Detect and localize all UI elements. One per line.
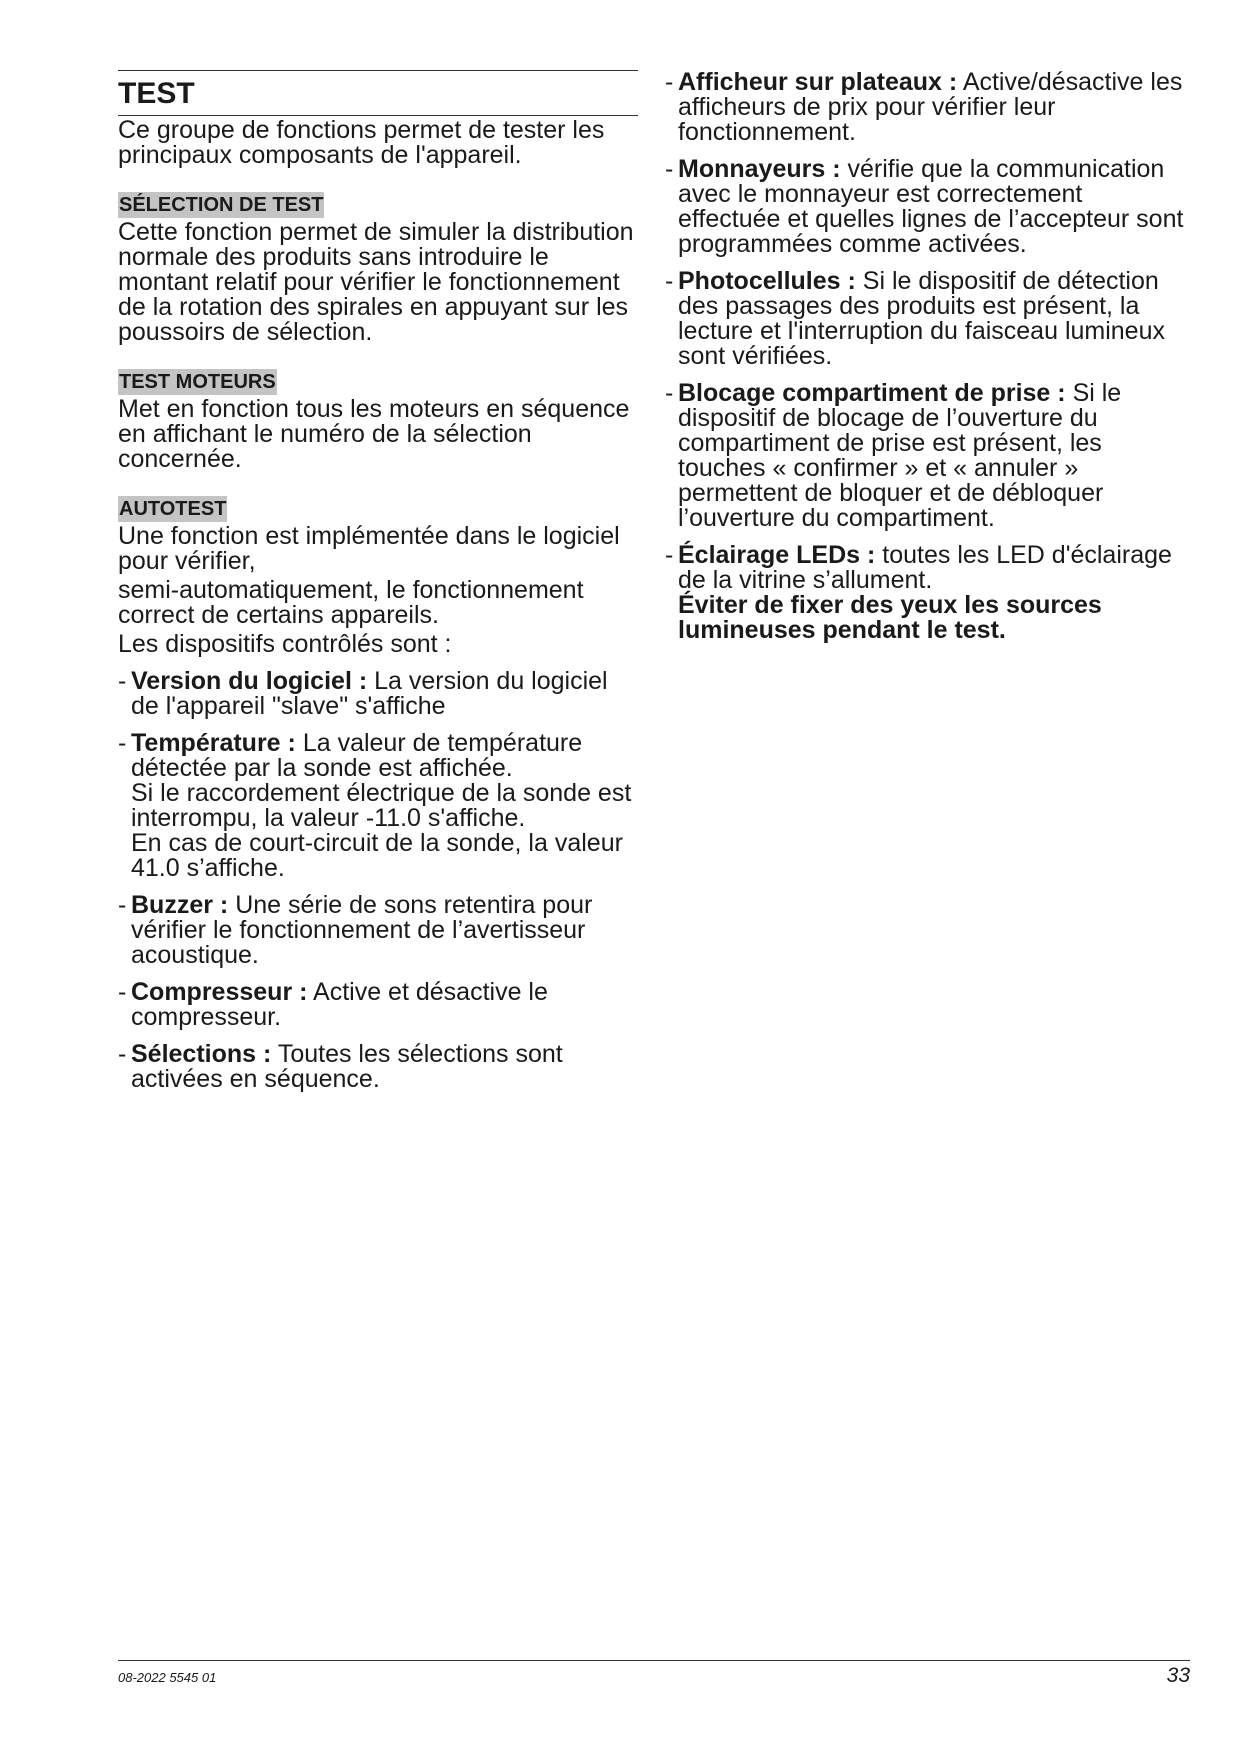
list-item-buzzer xyxy=(118,893,638,968)
warning-text: Éviter de fixer des yeux les sources lumineuses pendant le test. xyxy=(678,591,1102,644)
list-item-eclairage xyxy=(665,543,1190,643)
list-item-photocellules xyxy=(665,269,1190,369)
page-number: 33 xyxy=(1166,1664,1190,1687)
item-term: Température : xyxy=(131,729,296,757)
list-item-version-logiciel xyxy=(118,669,638,719)
item-term: Monnayeurs : xyxy=(678,155,841,183)
item-extra: En cas de court-circuit de la sonde, la valeur 41.0 s’affiche. xyxy=(131,829,623,882)
item-term: Buzzer : xyxy=(131,891,229,919)
bullet-dash: - xyxy=(118,667,127,695)
subheading-test-moteurs: TEST MOTEURS xyxy=(119,371,276,393)
item-desc: Si le dispositif de détection des passages des produits est présent, la lecture et l'interruption du faisceau lumineux sont vérifiées. xyxy=(678,267,1165,370)
bullet-dash: - xyxy=(665,155,674,183)
bullet-dash: - xyxy=(118,978,127,1006)
item-desc: Si le dispositif de blocage de l’ouverture du compartiment de prise est présent, les touches « confirmer » et « annuler » permettent de bloquer et de débloquer l’ouverture du compartiment. xyxy=(678,379,1122,532)
list-item-temperature xyxy=(118,731,638,881)
autotest-text-3: Les dispositifs contrôlés sont : xyxy=(118,630,452,658)
list-item-monnayeurs xyxy=(665,157,1190,257)
document-code: 08-2022 5545 01 xyxy=(118,1670,217,1685)
item-extra: Si le raccordement électrique de la sonde est interrompu, la valeur -11.0 s'affiche. xyxy=(131,779,632,832)
subheading-selection-test: SÉLECTION DE TEST xyxy=(119,194,324,216)
item-desc: vérifie que la communication avec le monnayeur est correctement effectuée et quelles lignes de l’accepteur sont programmées comme activées. xyxy=(678,155,1184,258)
autotest-text-2: semi-automatiquement, le fonctionnement correct de certains appareils. xyxy=(118,576,584,629)
item-term: Afficheur sur plateaux : xyxy=(678,68,958,96)
footer-rule xyxy=(118,1660,1190,1661)
item-desc: Active et désactive le compresseur. xyxy=(131,978,548,1031)
list-item-blocage xyxy=(665,381,1190,531)
item-term: Éclairage LEDs : xyxy=(678,541,876,569)
subheading-autotest: AUTOTEST xyxy=(119,498,227,520)
item-desc: La valeur de température détectée par la sonde est affichée. xyxy=(131,729,583,782)
selection-test-text: Cette fonction permet de simuler la distribution normale des produits sans introduire le montant relatif pour vérifier le fonctionnement de la rotation des spirales en appuyant sur les poussoirs de sélection. xyxy=(118,218,634,346)
item-term: Photocellules : xyxy=(678,267,856,295)
item-term: Version du logiciel : xyxy=(131,667,368,695)
list-item-compresseur xyxy=(118,980,638,1030)
test-moteurs-text: Met en fonction tous les moteurs en séquence en affichant le numéro de la sélection concernée. xyxy=(118,395,630,473)
section-intro: Ce groupe de fonctions permet de tester les principaux composants de l'appareil. xyxy=(118,116,605,169)
item-desc: La version du logiciel de l'appareil "slave" s'affiche xyxy=(131,667,608,720)
item-term: Sélections : xyxy=(131,1040,272,1068)
item-desc: Toutes les sélections sont activées en séquence. xyxy=(131,1040,563,1093)
bullet-dash: - xyxy=(665,68,674,96)
left-column xyxy=(118,70,638,1104)
list-item-selections xyxy=(118,1042,638,1092)
bullet-dash: - xyxy=(665,267,674,295)
item-term: Blocage compartiment de prise : xyxy=(678,379,1066,407)
bullet-dash: - xyxy=(665,379,674,407)
item-term: Compresseur : xyxy=(131,978,308,1006)
section-title: TEST xyxy=(118,77,195,110)
autotest-text-1: Une fonction est implémentée dans le logiciel pour vérifier, xyxy=(118,522,620,575)
item-desc: Active/désactive les afficheurs de prix pour vérifier leur fonctionnement. xyxy=(678,68,1183,146)
bullet-dash: - xyxy=(118,1040,127,1068)
item-desc: Une série de sons retentira pour vérifier le fonctionnement de l’avertisseur acoustique. xyxy=(131,891,593,969)
bullet-dash: - xyxy=(665,541,674,569)
bullet-dash: - xyxy=(118,729,127,757)
right-column xyxy=(665,70,1190,655)
list-item-afficheur xyxy=(665,70,1190,145)
bullet-dash: - xyxy=(118,891,127,919)
item-desc: toutes les LED d'éclairage de la vitrine s’allument. xyxy=(678,541,1172,594)
